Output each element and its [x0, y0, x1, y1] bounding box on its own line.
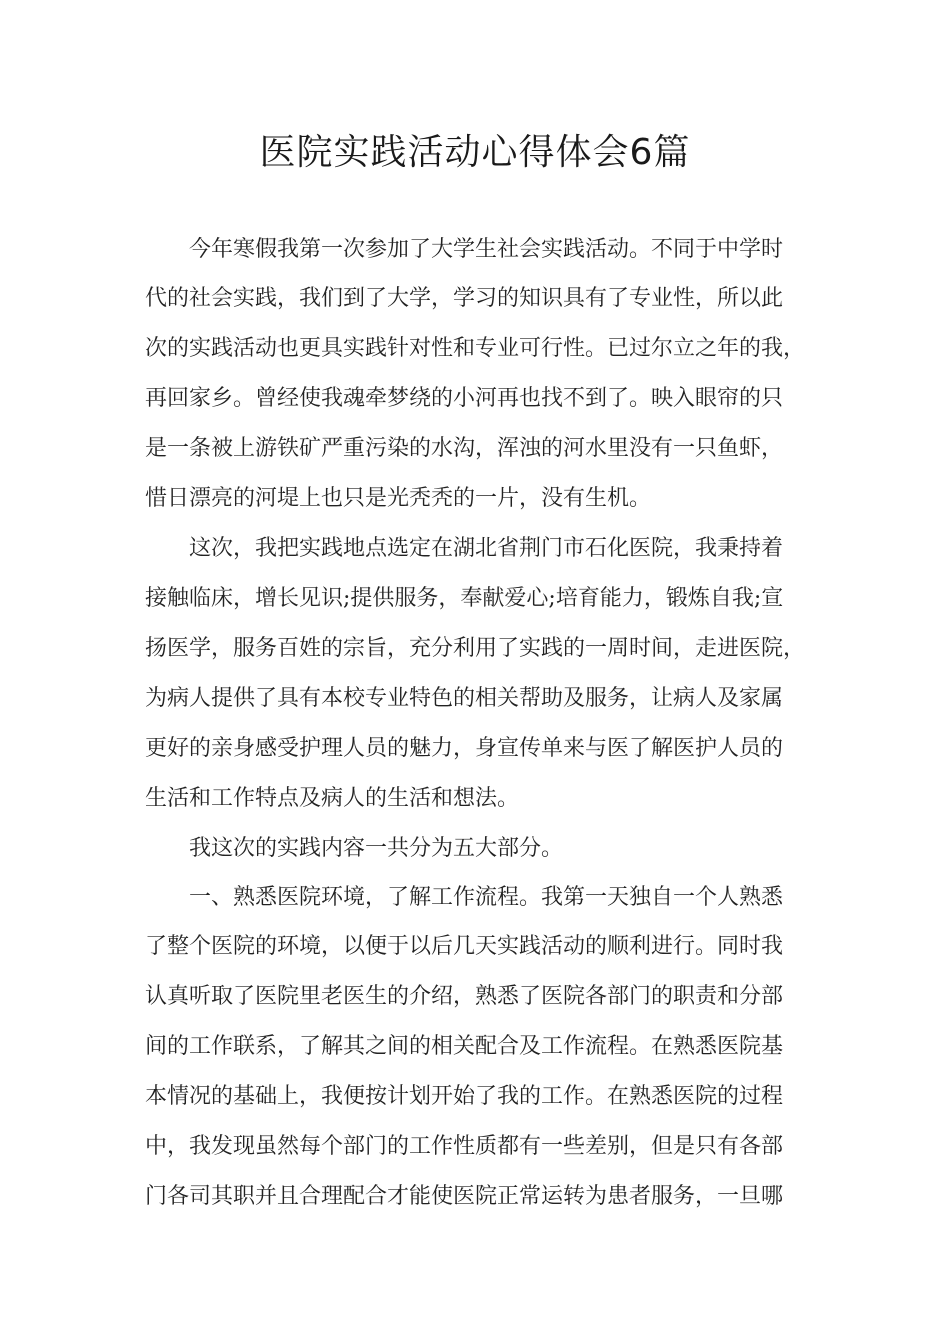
- text-line: 扬医学，服务百姓的宗旨，充分利用了实践的一周时间，走进医院，: [145, 636, 806, 661]
- text-line: 认真听取了医院里老医生的介绍，熟悉了医院各部门的职责和分部: [145, 984, 784, 1009]
- text-line: 今年寒假我第一次参加了大学生社会实践活动。不同于中学时: [145, 237, 784, 262]
- text-line: 间的工作联系，了解其之间的相关配合及工作流程。在熟悉医院基: [145, 1034, 784, 1059]
- text-line: 是一条被上游铁矿严重污染的水沟，浑浊的河水里没有一只鱼虾，: [145, 436, 784, 461]
- text-line: 一、熟悉医院环境，了解工作流程。我第一天独自一个人熟悉: [145, 885, 784, 910]
- text-line: 本情况的基础上，我便按计划开始了我的工作。在熟悉医院的过程: [145, 1084, 784, 1109]
- text-line: 再回家乡。曾经使我魂牵梦绕的小河再也找不到了。映入眼帘的只: [145, 386, 784, 411]
- text-line: 我这次的实践内容一共分为五大部分。: [145, 836, 564, 861]
- text-line: 门各司其职并且合理配合才能使医院正常运转为患者服务，一旦哪: [145, 1184, 784, 1209]
- text-line: 生活和工作特点及病人的生活和想法。: [145, 786, 520, 811]
- text-line: 接触临床，增长见识;提供服务，奉献爱心;培育能力，锻炼自我;宣: [145, 586, 784, 611]
- text-line: 惜日漂亮的河堤上也只是光秃秃的一片，没有生机。: [145, 486, 652, 511]
- document-title: 医院实践活动心得体会6篇: [259, 132, 691, 173]
- text-line: 代的社会实践，我们到了大学，学习的知识具有了专业性，所以此: [145, 286, 784, 311]
- text-line: 中，我发现虽然每个部门的工作性质都有一些差别，但是只有各部: [145, 1134, 784, 1159]
- text-line: 了整个医院的环境，以便于以后几天实践活动的顺利进行。同时我: [145, 934, 784, 959]
- text-line: 更好的亲身感受护理人员的魅力，身宣传单来与医了解医护人员的: [145, 736, 784, 761]
- text-line: 次的实践活动也更具实践针对性和专业可行性。已过尔立之年的我，: [145, 336, 806, 361]
- text-line: 这次，我把实践地点选定在湖北省荆门市石化医院，我秉持着: [145, 536, 784, 561]
- text-line: 为病人提供了具有本校专业特色的相关帮助及服务，让病人及家属: [145, 686, 784, 711]
